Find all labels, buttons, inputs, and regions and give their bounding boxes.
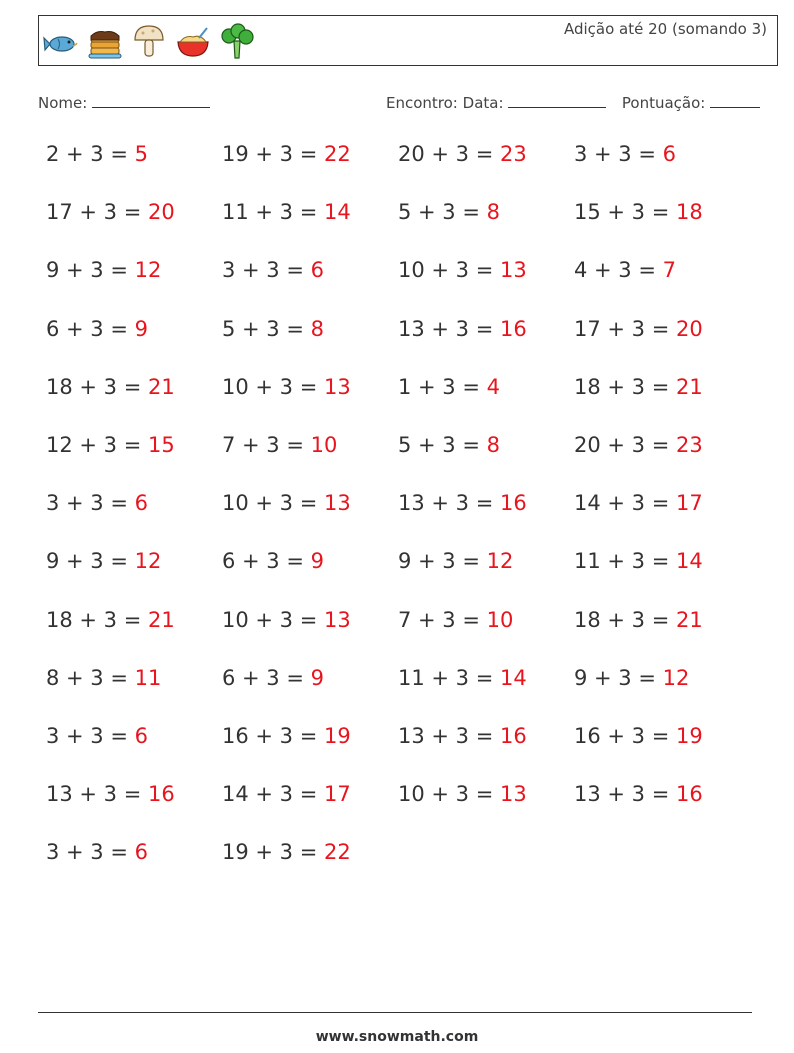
problem-answer: 14	[323, 200, 351, 225]
problem-question: 1 + 3 =	[398, 374, 487, 399]
problem-item	[46, 724, 148, 748]
problem-question: 18 + 3 =	[46, 374, 148, 399]
problem-question: 14 + 3 =	[574, 491, 676, 516]
problem-answer: 9	[310, 665, 324, 690]
problem-question: 6 + 3 =	[46, 316, 135, 341]
problem-answer: 19	[323, 724, 351, 748]
problem-answer: 20	[675, 316, 703, 341]
problem-item	[46, 840, 148, 864]
problem-answer: 16	[675, 782, 703, 807]
problem-item	[398, 200, 500, 224]
problem-question: 15 + 3 =	[574, 200, 676, 225]
problem-answer: 13	[323, 491, 351, 516]
problem-question: 18 + 3 =	[574, 374, 676, 399]
problem-question: 3 + 3 =	[574, 142, 663, 166]
problem-item	[222, 317, 324, 341]
problem-answer: 15	[147, 433, 175, 457]
problem-item	[574, 317, 703, 341]
problem-item	[398, 782, 527, 806]
cake-icon	[87, 22, 123, 62]
problem-answer: 6	[662, 142, 676, 166]
score-blank[interactable]	[710, 93, 760, 108]
problem-item	[222, 840, 351, 864]
footer-url: www.snowmath.com	[315, 1029, 479, 1045]
problem-item	[222, 666, 324, 690]
problem-item	[398, 666, 527, 690]
name-label: Nome:	[38, 94, 88, 112]
problem-answer: 4	[486, 374, 500, 399]
name-blank[interactable]	[92, 93, 210, 108]
problem-item	[574, 491, 703, 515]
problem-item	[222, 142, 351, 166]
problem-question: 8 + 3 =	[46, 665, 135, 690]
problem-answer: 20	[147, 200, 175, 225]
problem-answer: 18	[675, 200, 703, 225]
problem-answer: 6	[310, 258, 324, 283]
problem-item	[574, 375, 703, 399]
problem-question: 10 + 3 =	[398, 782, 500, 807]
problem-answer: 22	[323, 142, 351, 166]
problem-answer: 13	[323, 607, 351, 632]
broccoli-icon	[219, 22, 255, 62]
problem-item	[398, 608, 513, 632]
problem-question: 13 + 3 =	[46, 782, 148, 807]
problem-question: 6 + 3 =	[222, 665, 311, 690]
problem-item	[222, 258, 324, 282]
name-field[interactable]	[38, 93, 210, 112]
problem-answer: 8	[310, 316, 324, 341]
problem-question: 10 + 3 =	[222, 374, 324, 399]
problem-answer: 12	[134, 258, 162, 283]
fish-icon	[43, 22, 79, 62]
problem-answer: 16	[499, 316, 527, 341]
problem-question: 9 + 3 =	[46, 549, 135, 574]
problem-answer: 22	[323, 840, 351, 865]
problem-answer: 19	[675, 724, 703, 748]
problem-item	[398, 549, 513, 573]
meeting-label: Encontro:	[386, 94, 458, 112]
problem-question: 3 + 3 =	[46, 491, 135, 516]
problem-item	[398, 317, 527, 341]
problem-answer: 21	[147, 607, 175, 632]
problem-question: 10 + 3 =	[398, 258, 500, 283]
problem-question: 5 + 3 =	[398, 433, 487, 457]
problem-answer: 8	[486, 200, 500, 225]
problem-item	[46, 200, 175, 224]
problem-item	[574, 724, 703, 748]
problem-item	[398, 375, 500, 399]
problem-question: 19 + 3 =	[222, 840, 324, 865]
problem-item	[46, 666, 161, 690]
problem-answer: 14	[499, 665, 527, 690]
problem-item	[46, 608, 175, 632]
problem-answer: 6	[134, 491, 148, 516]
problem-answer: 21	[147, 374, 175, 399]
problem-question: 13 + 3 =	[398, 491, 500, 516]
problem-item	[46, 142, 148, 166]
problem-question: 11 + 3 =	[574, 549, 676, 574]
problem-question: 18 + 3 =	[574, 607, 676, 632]
problem-question: 18 + 3 =	[46, 607, 148, 632]
problem-item	[574, 549, 703, 573]
problem-answer: 12	[662, 665, 690, 690]
problem-question: 10 + 3 =	[222, 607, 324, 632]
problem-item	[574, 666, 689, 690]
problem-question: 2 + 3 =	[46, 142, 135, 166]
problem-question: 16 + 3 =	[222, 724, 324, 748]
problem-question: 16 + 3 =	[574, 724, 676, 748]
problem-item	[574, 200, 703, 224]
bowl-icon	[175, 22, 211, 62]
food-icons	[43, 22, 255, 62]
problem-item	[222, 549, 324, 573]
problem-answer: 14	[675, 549, 703, 574]
problem-question: 12 + 3 =	[46, 433, 148, 457]
problem-item	[222, 608, 351, 632]
problem-item	[398, 142, 527, 166]
problem-answer: 16	[499, 491, 527, 516]
problem-question: 13 + 3 =	[574, 782, 676, 807]
problem-answer: 21	[675, 607, 703, 632]
problem-question: 20 + 3 =	[398, 142, 500, 166]
problem-answer: 9	[134, 316, 148, 341]
problem-item	[46, 317, 148, 341]
mushroom-icon	[131, 22, 167, 62]
problem-question: 5 + 3 =	[222, 316, 311, 341]
problem-question: 13 + 3 =	[398, 724, 500, 748]
problem-item	[398, 724, 527, 748]
problem-answer: 6	[134, 840, 148, 865]
problem-answer: 13	[499, 782, 527, 807]
problem-answer: 10	[486, 607, 514, 632]
worksheet-header	[38, 15, 778, 66]
problem-answer: 11	[134, 665, 162, 690]
date-label: Data:	[462, 94, 504, 112]
problem-answer: 17	[675, 491, 703, 516]
problem-question: 20 + 3 =	[574, 433, 676, 457]
problem-question: 3 + 3 =	[46, 724, 135, 748]
problem-item	[222, 200, 351, 224]
problem-item	[46, 433, 175, 457]
problem-item	[46, 549, 161, 573]
problem-item	[222, 433, 337, 457]
problem-answer: 7	[662, 258, 676, 283]
problem-question: 14 + 3 =	[222, 782, 324, 807]
score-label: Pontuação:	[621, 94, 706, 112]
problem-answer: 12	[486, 549, 514, 574]
problem-item	[574, 433, 703, 457]
problem-item	[574, 782, 703, 806]
problem-item	[46, 491, 148, 515]
footer-divider	[38, 1012, 752, 1013]
problem-item	[574, 608, 703, 632]
problem-item	[398, 433, 500, 457]
problem-question: 17 + 3 =	[574, 316, 676, 341]
problem-question: 9 + 3 =	[574, 665, 663, 690]
problem-question: 19 + 3 =	[222, 142, 324, 166]
problem-answer: 13	[499, 258, 527, 283]
problem-item	[398, 491, 527, 515]
problem-answer: 23	[675, 433, 703, 457]
problem-question: 4 + 3 =	[574, 258, 663, 283]
problem-item	[46, 258, 161, 282]
problem-item	[222, 491, 351, 515]
problem-answer: 6	[134, 724, 148, 748]
problem-answer: 10	[310, 433, 338, 457]
problem-answer: 17	[323, 782, 351, 807]
problem-answer: 21	[675, 374, 703, 399]
problem-question: 3 + 3 =	[46, 840, 135, 865]
problem-answer: 12	[134, 549, 162, 574]
problem-answer: 16	[147, 782, 175, 807]
problem-question: 6 + 3 =	[222, 549, 311, 574]
problem-question: 5 + 3 =	[398, 200, 487, 225]
problem-item	[574, 142, 676, 166]
problem-item	[222, 375, 351, 399]
problem-answer: 13	[323, 374, 351, 399]
problem-item	[222, 782, 351, 806]
problem-answer: 16	[499, 724, 527, 748]
problem-question: 9 + 3 =	[46, 258, 135, 283]
problem-question: 7 + 3 =	[222, 433, 311, 457]
problem-question: 7 + 3 =	[398, 607, 487, 632]
problem-item	[46, 375, 175, 399]
problem-answer: 8	[486, 433, 500, 457]
problem-question: 13 + 3 =	[398, 316, 500, 341]
problem-item	[398, 258, 527, 282]
problem-item	[46, 782, 175, 806]
problem-question: 3 + 3 =	[222, 258, 311, 283]
problem-item	[574, 258, 676, 282]
problem-answer: 23	[499, 142, 527, 166]
problem-question: 11 + 3 =	[222, 200, 324, 225]
meeting-date-score-fields	[386, 93, 760, 112]
problem-question: 10 + 3 =	[222, 491, 324, 516]
worksheet-title: Adição até 20 (somando 3)	[563, 20, 767, 38]
problem-answer: 5	[134, 142, 148, 166]
problem-answer: 9	[310, 549, 324, 574]
problem-item	[222, 724, 351, 748]
date-blank[interactable]	[508, 93, 606, 108]
problem-question: 17 + 3 =	[46, 200, 148, 225]
problem-question: 9 + 3 =	[398, 549, 487, 574]
problem-question: 11 + 3 =	[398, 665, 500, 690]
